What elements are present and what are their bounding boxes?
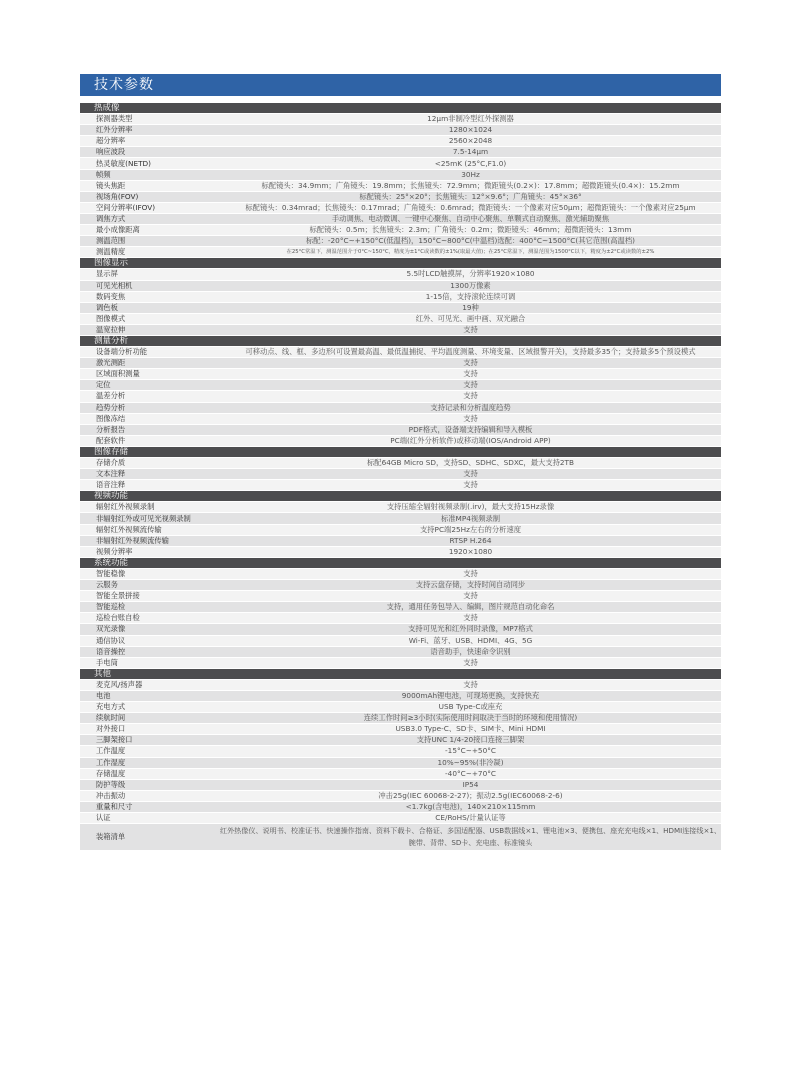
spec-value: 手动调焦、电动微调、一键中心聚焦、自动中心聚焦、单颗式自动聚焦、激光辅助聚焦 — [220, 213, 721, 224]
spec-row — [80, 746, 721, 757]
spec-value: 支持 — [220, 380, 721, 391]
spec-row — [80, 779, 721, 790]
spec-value: 支持 — [220, 391, 721, 402]
spec-row — [80, 291, 721, 302]
spec-value: 5.5吋LCD触摸屏，分辨率1920×1080 — [220, 269, 721, 280]
spec-value: USB3.0 Type-C、SD卡、SIM卡、Mini HDMI — [220, 724, 721, 735]
spec-label: 文本注释 — [80, 469, 220, 480]
spec-label: 语音注释 — [80, 480, 220, 491]
spec-label: 冲击振动 — [80, 790, 220, 801]
spec-label: 非辐射红外视频流传输 — [80, 535, 220, 546]
spec-value: 12μm非制冷型红外探测器 — [220, 114, 721, 125]
spec-label: 通信协议 — [80, 635, 220, 646]
spec-label: 续航时间 — [80, 713, 220, 724]
spec-row — [80, 513, 721, 524]
spec-row — [80, 324, 721, 335]
section-title: 图像显示 — [80, 258, 721, 269]
spec-row — [80, 535, 721, 546]
spec-value: 2560×2048 — [220, 136, 721, 147]
spec-table — [80, 103, 721, 851]
spec-row — [80, 635, 721, 646]
spec-row — [80, 790, 721, 801]
section-header — [80, 103, 721, 114]
spec-row — [80, 180, 721, 191]
spec-label: 视频分辨率 — [80, 546, 220, 557]
spec-label: 云服务 — [80, 580, 220, 591]
spec-value: 1-15倍，支持滚轮连续可调 — [220, 291, 721, 302]
spec-label: 语音操控 — [80, 646, 220, 657]
spec-label: 辐射红外视频流传输 — [80, 524, 220, 535]
section-header — [80, 557, 721, 568]
spec-label: 调色板 — [80, 302, 220, 313]
spec-label: 镜头焦距 — [80, 180, 220, 191]
spec-value: 标配镜头：0.5m；长焦镜头：2.3m；广角镜头：0.2m；微距镜头：46mm；超微距镜头：13mm — [220, 225, 721, 236]
spec-row — [80, 657, 721, 668]
spec-value: 1280×1024 — [220, 125, 721, 136]
spec-value: -40°C~+70°C — [220, 768, 721, 779]
page-title: 技术参数 — [80, 74, 721, 96]
spec-label: 分析报告 — [80, 424, 220, 435]
spec-value: 连续工作时间≥3小时(实际使用时间取决于当时的环境和使用情况) — [220, 713, 721, 724]
spec-value: 19种 — [220, 302, 721, 313]
spec-value: 支持 — [220, 591, 721, 602]
spec-label: 温差分析 — [80, 391, 220, 402]
spec-row — [80, 413, 721, 424]
spec-value: 30Hz — [220, 169, 721, 180]
spec-label: 图像冻结 — [80, 413, 220, 424]
spec-row — [80, 147, 721, 158]
spec-row — [80, 302, 721, 313]
spec-row — [80, 191, 721, 202]
spec-value: 支持 — [220, 568, 721, 579]
spec-label: 存储温度 — [80, 768, 220, 779]
spec-row — [80, 402, 721, 413]
spec-value: PDF格式，设备端支持编辑和导入模板 — [220, 424, 721, 435]
spec-value: IP54 — [220, 779, 721, 790]
spec-row — [80, 202, 721, 213]
spec-row — [80, 801, 721, 812]
spec-value: 支持 — [220, 679, 721, 690]
spec-label: 双光录像 — [80, 624, 220, 635]
section-title: 其他 — [80, 668, 721, 679]
spec-row — [80, 458, 721, 469]
spec-value: 支持云盘存储，支持时间自动同步 — [220, 580, 721, 591]
spec-row — [80, 247, 721, 258]
spec-value: 1300万像素 — [220, 280, 721, 291]
spec-row — [80, 813, 721, 824]
spec-label: 区域面积测量 — [80, 369, 220, 380]
spec-label: 存储介质 — [80, 458, 220, 469]
spec-label: 空间分辨率(IFOV) — [80, 202, 220, 213]
section-header — [80, 668, 721, 679]
section-title: 热成像 — [80, 103, 721, 114]
spec-row — [80, 591, 721, 602]
spec-value: 支持 — [220, 469, 721, 480]
section-title: 图像存储 — [80, 446, 721, 457]
spec-label: 红外分辨率 — [80, 125, 220, 136]
spec-row — [80, 435, 721, 446]
spec-label: 三脚架接口 — [80, 735, 220, 746]
spec-label: 认证 — [80, 813, 220, 824]
spec-label: 非辐射红外或可见光视频录制 — [80, 513, 220, 524]
spec-label: 激光测距 — [80, 358, 220, 369]
spec-label: 对外接口 — [80, 724, 220, 735]
spec-value: <25mK (25°C,F1.0) — [220, 158, 721, 169]
spec-value: 支持 — [220, 657, 721, 668]
spec-value: CE/RoHS/计量认证等 — [220, 813, 721, 824]
spec-value: 在25°C常温下，测温范围介于0°C~150°C，精度为±1°C或读数的±1%(取最大值)；在25°C常温下，测温范围为1500°C以下，精度为±2°C或读数的±2% — [220, 247, 721, 258]
spec-value: 标配：-20°C~+150°C(低温档)，150°C~800°C(中温档)选配：400°C~1500°C(其它范围(高温档) — [220, 236, 721, 247]
spec-value: 1920×1080 — [220, 546, 721, 557]
spec-row — [80, 524, 721, 535]
spec-row — [80, 169, 721, 180]
spec-row — [80, 236, 721, 247]
spec-row — [80, 313, 721, 324]
spec-label: 温宽拉伸 — [80, 324, 220, 335]
spec-row — [80, 624, 721, 635]
spec-label: 工作温度 — [80, 746, 220, 757]
spec-label: 防护等级 — [80, 779, 220, 790]
spec-label: 可见光相机 — [80, 280, 220, 291]
spec-label: 辐射红外视频录制 — [80, 502, 220, 513]
spec-value: USB Type-C或座充 — [220, 702, 721, 713]
spec-value: 标配镜头：0.34mrad；长焦镜头：0.17mrad；广角镜头：0.6mrad；微距镜头：一个像素对应50μm；超微距镜头：一个像素对应25μm — [220, 202, 721, 213]
spec-value: 支持压缩全辐射视频录制(.irv)，最大支持15Hz录像 — [220, 502, 721, 513]
spec-row — [80, 480, 721, 491]
section-header — [80, 491, 721, 502]
spec-value: 标配64GB Micro SD，支持SD、SDHC、SDXC，最大支持2TB — [220, 458, 721, 469]
section-header — [80, 258, 721, 269]
spec-label: 帧频 — [80, 169, 220, 180]
spec-value: 7.5-14μm — [220, 147, 721, 158]
spec-label: 显示屏 — [80, 269, 220, 280]
spec-label: 定位 — [80, 380, 220, 391]
spec-row — [80, 358, 721, 369]
spec-value: 支持UNC 1/4-20接口连接三脚架 — [220, 735, 721, 746]
spec-value: 支持 — [220, 358, 721, 369]
spec-value: 支持记录和分析温度趋势 — [220, 402, 721, 413]
spec-row — [80, 824, 721, 851]
spec-label: 重量和尺寸 — [80, 801, 220, 812]
spec-value: 标配镜头：25°×20°；长焦镜头：12°×9.6°；广角镜头：45°×36° — [220, 191, 721, 202]
spec-row — [80, 724, 721, 735]
section-header — [80, 335, 721, 346]
spec-label: 巡检台账自检 — [80, 613, 220, 624]
spec-label: 智能稳像 — [80, 568, 220, 579]
spec-label: 工作湿度 — [80, 757, 220, 768]
spec-row — [80, 646, 721, 657]
spec-value: 支持 — [220, 324, 721, 335]
spec-row — [80, 225, 721, 236]
section-title: 测量分析 — [80, 335, 721, 346]
spec-value: Wi-Fi、蓝牙、USB、HDMI、4G、5G — [220, 635, 721, 646]
spec-value: 支持 — [220, 613, 721, 624]
spec-label: 最小成像距离 — [80, 225, 220, 236]
spec-value: 冲击25g(IEC 60068-2-27)；振动2.5g(IEC60068-2-6) — [220, 790, 721, 801]
spec-label: 数码变焦 — [80, 291, 220, 302]
spec-row — [80, 768, 721, 779]
spec-value: 支持可见光和红外同时录像，MP7格式 — [220, 624, 721, 635]
spec-label: 热灵敏度(NETD) — [80, 158, 220, 169]
spec-row — [80, 213, 721, 224]
spec-row — [80, 280, 721, 291]
spec-label: 图像模式 — [80, 313, 220, 324]
spec-value: <1.7kg(含电池)，140×210×115mm — [220, 801, 721, 812]
spec-row — [80, 469, 721, 480]
spec-row — [80, 757, 721, 768]
spec-label: 设备端分析功能 — [80, 347, 220, 358]
spec-label: 响应波段 — [80, 147, 220, 158]
spec-label: 智能巡检 — [80, 602, 220, 613]
spec-row — [80, 158, 721, 169]
spec-row — [80, 136, 721, 147]
spec-value: 标配镜头：34.9mm；广角镜头：19.8mm；长焦镜头：72.9mm；微距镜头(0.2×)：17.8mm；超微距镜头(0.4×)：15.2mm — [220, 180, 721, 191]
spec-value: 支持，通用任务包导入、编辑，图片规范自动化命名 — [220, 602, 721, 613]
spec-row — [80, 735, 721, 746]
spec-value: PC端(红外分析软件)或移动端(IOS/Android APP) — [220, 435, 721, 446]
spec-label: 装箱清单 — [80, 824, 220, 851]
spec-row — [80, 269, 721, 280]
spec-value: 红外热像仪、说明书、校准证书、快速操作指南、资料下载卡、合格证、多国适配器、USB数据线×1、锂电池×3、便携包、座充充电线×1、HDMI连接线×1、腕带、背带、SD卡、充电座、标准镜头 — [220, 824, 721, 851]
spec-value: 9000mAh锂电池，可现场更换，支持快充 — [220, 690, 721, 701]
spec-value: 支持PC端25Hz左右的分析速度 — [220, 524, 721, 535]
spec-value: 支持 — [220, 480, 721, 491]
spec-row — [80, 347, 721, 358]
section-header — [80, 446, 721, 457]
spec-row — [80, 424, 721, 435]
spec-label: 趋势分析 — [80, 402, 220, 413]
spec-row — [80, 546, 721, 557]
spec-value: 语音助手，快速命令识别 — [220, 646, 721, 657]
spec-value: 支持 — [220, 369, 721, 380]
spec-value: 可移动点、线、框、多边形(可设置最高温、最低温捕捉、平均温度测量、环境变量、区域报警开关)，支持最多35个；支持最多5个预设模式 — [220, 347, 721, 358]
spec-label: 超分辨率 — [80, 136, 220, 147]
spec-value: RTSP H.264 — [220, 535, 721, 546]
spec-row — [80, 391, 721, 402]
spec-label: 电池 — [80, 690, 220, 701]
spec-row — [80, 125, 721, 136]
spec-row — [80, 613, 721, 624]
spec-row — [80, 713, 721, 724]
spec-row — [80, 369, 721, 380]
spec-row — [80, 702, 721, 713]
spec-row — [80, 580, 721, 591]
spec-label: 智能全景拼接 — [80, 591, 220, 602]
spec-value: 红外、可见光、画中画、双光融合 — [220, 313, 721, 324]
spec-label: 手电筒 — [80, 657, 220, 668]
section-title: 系统功能 — [80, 557, 721, 568]
spec-row — [80, 502, 721, 513]
spec-row — [80, 679, 721, 690]
section-title: 视频功能 — [80, 491, 721, 502]
spec-value: 支持 — [220, 413, 721, 424]
spec-value: -15°C~+50°C — [220, 746, 721, 757]
spec-row — [80, 602, 721, 613]
spec-label: 麦克风/扬声器 — [80, 679, 220, 690]
spec-row — [80, 380, 721, 391]
spec-label: 配套软件 — [80, 435, 220, 446]
spec-row — [80, 568, 721, 579]
spec-label: 探测器类型 — [80, 114, 220, 125]
spec-label: 测温精度 — [80, 247, 220, 258]
spec-label: 调焦方式 — [80, 213, 220, 224]
spec-label: 充电方式 — [80, 702, 220, 713]
spec-value: 标准MP4视频录制 — [220, 513, 721, 524]
spec-row — [80, 114, 721, 125]
spec-value: 10%~95%(非冷凝) — [220, 757, 721, 768]
spec-label: 测温范围 — [80, 236, 220, 247]
spec-row — [80, 690, 721, 701]
spec-label: 视场角(FOV) — [80, 191, 220, 202]
